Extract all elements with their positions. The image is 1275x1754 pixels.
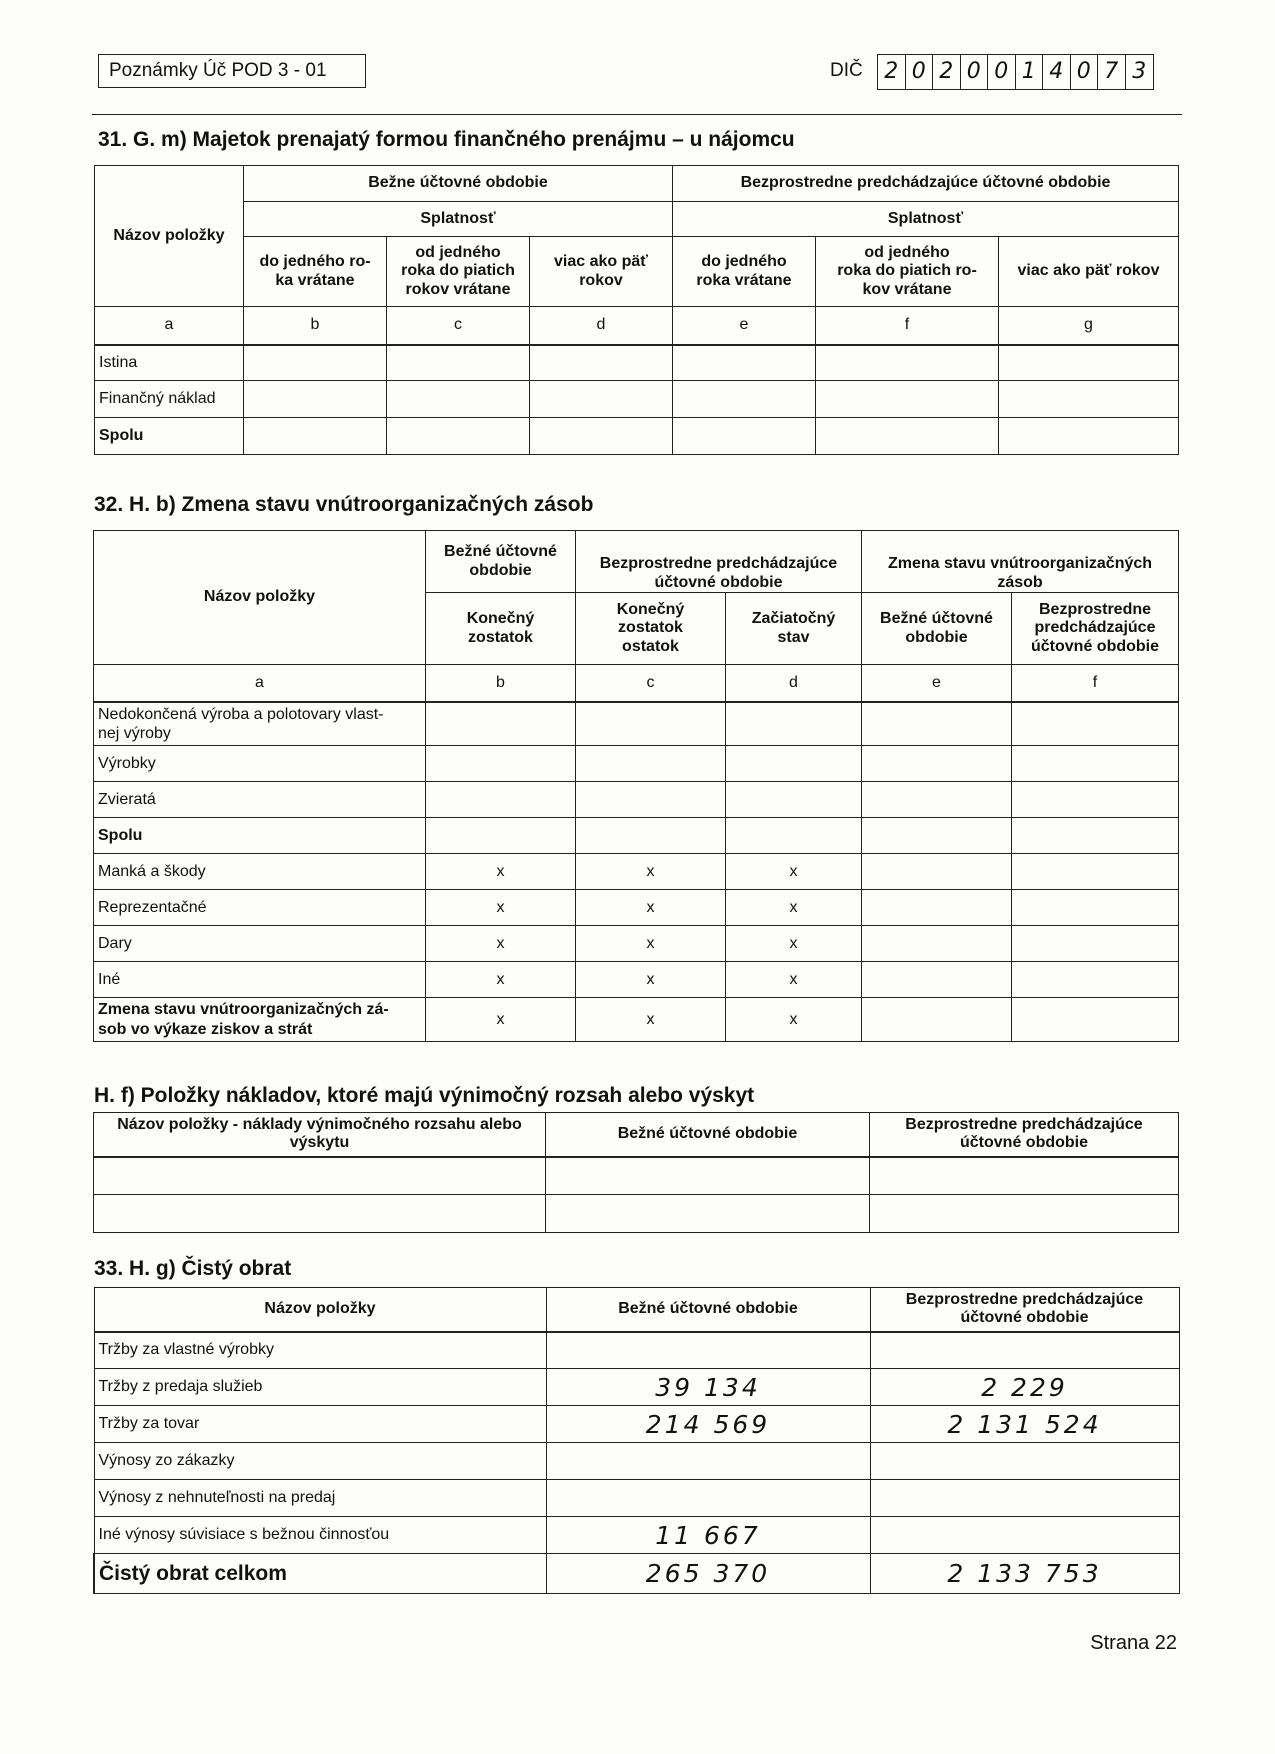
value-cell-current[interactable]: 11 667 [546, 1517, 870, 1554]
table-row [94, 854, 1179, 890]
dic-digit: 3 [1132, 59, 1147, 84]
table-33 [93, 1287, 1180, 1594]
value-cell[interactable] [530, 381, 673, 418]
value-cell[interactable] [816, 418, 999, 455]
table-row [94, 1554, 1179, 1594]
value-cell[interactable]: x [426, 926, 576, 962]
value-cell[interactable] [862, 854, 1012, 890]
value-cell[interactable] [999, 345, 1179, 381]
row-label: Manká a škody [94, 854, 426, 890]
dic-field [877, 54, 1154, 90]
value-cell[interactable] [862, 746, 1012, 782]
header-divider [92, 114, 1182, 115]
letter-cell: g [999, 307, 1179, 345]
table-hf [93, 1112, 1179, 1233]
value-cell[interactable] [426, 782, 576, 818]
page-number: Strana 22 [1090, 1632, 1177, 1654]
row-label: Iné [94, 962, 426, 998]
value-cell[interactable]: x [426, 854, 576, 890]
row-label: Čistý obrat celkom [94, 1554, 546, 1594]
sub-header-b: do jedného ro- ka vrátane [244, 237, 387, 307]
value-cell[interactable] [530, 418, 673, 455]
sub-header-c: od jedného roka do piatich rokov vrátane [387, 237, 530, 307]
section-33-title: 33. H. g) Čistý obrat [94, 1257, 292, 1280]
value-cell-previous[interactable] [870, 1480, 1179, 1517]
change-header: Zmena stavu vnútroorganizačných zásob [862, 531, 1179, 593]
value-cell[interactable]: x [726, 854, 862, 890]
sub-header-c: Konečný zostatok ostatok [576, 593, 726, 665]
row-label: Zvieratá [94, 782, 426, 818]
table-row [94, 818, 1179, 854]
row-label: Dary [94, 926, 426, 962]
row-label: Tržby z predaja služieb [94, 1369, 546, 1406]
col-name-header: Názov položky [94, 1288, 546, 1332]
value-cell-previous[interactable]: 2 133 753 [870, 1554, 1179, 1594]
value-cell[interactable] [1012, 746, 1179, 782]
value-cell-previous[interactable]: 2 131 524 [870, 1406, 1179, 1443]
value-cell[interactable]: x [726, 926, 862, 962]
value-cell-previous[interactable] [870, 1517, 1179, 1554]
value-cell[interactable] [1012, 854, 1179, 890]
value-cell[interactable] [862, 782, 1012, 818]
value-cell[interactable] [576, 702, 726, 746]
value-cell[interactable] [726, 782, 862, 818]
value-cell-current[interactable]: 265 370 [546, 1554, 870, 1594]
dic-digit: 2 [933, 55, 961, 89]
period-previous-header: Bezprostredne predchádzajúce účtovné obdobie [576, 531, 862, 593]
sub-header-d: Začiatočný stav [726, 593, 862, 665]
value-cell[interactable] [999, 418, 1179, 455]
value-cell[interactable] [387, 418, 530, 455]
table-row [94, 702, 1179, 746]
value-cell[interactable] [387, 381, 530, 418]
value-cell[interactable] [862, 998, 1012, 1042]
letter-cell: d [530, 307, 673, 345]
row-label: Istina [95, 345, 244, 381]
dic-digit: 1 [1016, 55, 1044, 89]
row-label: Výnosy z nehnuteľnosti na predaj [94, 1480, 546, 1517]
value-cell[interactable] [862, 962, 1012, 998]
value-cell[interactable] [1012, 702, 1179, 746]
splatnost-header: Splatnosť [244, 202, 673, 237]
value-cell-current[interactable]: 39 134 [546, 1369, 870, 1406]
dic-label: DIČ [830, 60, 863, 81]
table-31 [94, 165, 1179, 455]
col-name-header: Názov položky [95, 166, 244, 307]
value-cell[interactable] [726, 746, 862, 782]
letter-cell: c [576, 665, 726, 702]
section-31-title: 31. G. m) Majetok prenajatý formou finančného prenájmu – u nájomcu [98, 128, 795, 151]
col-current-header: Bežné účtovné obdobie [546, 1113, 870, 1157]
value-cell[interactable] [244, 381, 387, 418]
letter-cell: f [816, 307, 999, 345]
letter-cell: a [94, 665, 426, 702]
value-cell[interactable]: x [576, 854, 726, 890]
value-cell[interactable] [726, 818, 862, 854]
table-32 [93, 530, 1179, 1042]
value-cell[interactable] [1012, 782, 1179, 818]
value-cell[interactable] [862, 926, 1012, 962]
col-previous-header: Bezprostredne predchádzajúce účtovné obdobie [870, 1113, 1179, 1157]
period-current-header: Bežne účtovné obdobie [244, 166, 673, 202]
value-cell[interactable]: x [576, 926, 726, 962]
letter-cell: f [1012, 665, 1179, 702]
sub-header-g: viac ako päť rokov [999, 237, 1179, 307]
value-cell[interactable] [862, 702, 1012, 746]
value-cell[interactable] [387, 345, 530, 381]
value-cell[interactable] [576, 782, 726, 818]
value-cell[interactable] [426, 746, 576, 782]
letter-cell: e [862, 665, 1012, 702]
splatnost-header: Splatnosť [673, 202, 1179, 237]
value-cell[interactable] [673, 345, 816, 381]
table-row [94, 1480, 1179, 1517]
table-row [94, 1157, 1179, 1195]
value-cell-current[interactable] [546, 1480, 870, 1517]
value-cell[interactable]: x [426, 998, 576, 1042]
value-cell[interactable] [1012, 926, 1179, 962]
row-label: Spolu [95, 418, 244, 455]
col-name-header: Názov položky [94, 531, 426, 665]
value-cell[interactable]: x [726, 962, 862, 998]
value-cell[interactable] [546, 1157, 870, 1195]
value-cell[interactable] [244, 345, 387, 381]
section-32-title: 32. H. b) Zmena stavu vnútroorganizačných zásob [94, 493, 594, 516]
value-cell[interactable] [870, 1195, 1179, 1233]
table-row [94, 1406, 1179, 1443]
row-label: Tržby za tovar [94, 1406, 546, 1443]
value-cell[interactable] [94, 1195, 546, 1233]
row-label: Nedokončená výroba a polotovary vlast- nej výroby [94, 702, 426, 746]
row-label: Tržby za vlastné výrobky [94, 1332, 546, 1369]
value-cell[interactable] [530, 345, 673, 381]
table-row [95, 381, 1179, 418]
dic-digit: 7 [1098, 55, 1126, 89]
value-cell[interactable] [673, 418, 816, 455]
value-cell[interactable] [816, 345, 999, 381]
sub-header-f: od jedného roka do piatich ro- kov vrátane [816, 237, 999, 307]
period-current-header: Bežné účtovné obdobie [426, 531, 576, 593]
letter-cell: b [244, 307, 387, 345]
letter-cell: e [673, 307, 816, 345]
table-row [94, 782, 1179, 818]
value-cell[interactable] [816, 381, 999, 418]
value-cell[interactable] [999, 381, 1179, 418]
value-cell[interactable]: x [426, 890, 576, 926]
dic-digit: 4 [1043, 55, 1071, 89]
value-cell[interactable] [862, 890, 1012, 926]
value-cell[interactable] [576, 818, 726, 854]
value-cell-previous[interactable] [870, 1443, 1179, 1480]
col-previous-header: Bezprostredne predchádzajúce účtovné obdobie [870, 1288, 1179, 1332]
value-cell[interactable]: x [726, 890, 862, 926]
table-row [94, 746, 1179, 782]
table-row [94, 1332, 1179, 1369]
period-previous-header: Bezprostredne predchádzajúce účtovné obdobie [673, 166, 1179, 202]
value-cell[interactable] [1012, 962, 1179, 998]
row-label: Iné výnosy súvisiace s bežnou činnosťou [94, 1517, 546, 1554]
value-cell[interactable] [673, 381, 816, 418]
letter-cell: a [95, 307, 244, 345]
value-cell[interactable] [726, 702, 862, 746]
sub-header-b: Konečný zostatok [426, 593, 576, 665]
row-label: Spolu [94, 818, 426, 854]
row-label: Reprezentačné [94, 890, 426, 926]
value-cell[interactable]: x [576, 890, 726, 926]
dic-digit: 2 [878, 55, 906, 89]
form-label: Poznámky Úč POD 3 - 01 [98, 54, 366, 88]
table-row [94, 962, 1179, 998]
value-cell[interactable]: x [576, 998, 726, 1042]
value-cell-previous[interactable] [870, 1332, 1179, 1369]
value-cell[interactable] [1012, 890, 1179, 926]
value-cell[interactable] [862, 818, 1012, 854]
row-label: Zmena stavu vnútroorganizačných zá- sob vo výkaze ziskov a strát [94, 998, 426, 1042]
sub-header-d: viac ako päť rokov [530, 237, 673, 307]
table-row [94, 1369, 1179, 1406]
col-name-header: Názov položky - náklady výnimočného rozsahu alebo výskytu [94, 1113, 546, 1157]
table-row [95, 418, 1179, 455]
dic-digit: 0 [1071, 55, 1099, 89]
table-row [94, 1443, 1179, 1480]
table-row [94, 998, 1179, 1042]
row-label: Finančný náklad [95, 381, 244, 418]
value-cell[interactable] [870, 1157, 1179, 1195]
section-hf-title: H. f) Položky nákladov, ktoré majú výnimočný rozsah alebo výskyt [94, 1084, 755, 1107]
table-row [95, 345, 1179, 381]
dic-digit: 0 [906, 55, 934, 89]
col-current-header: Bežné účtovné obdobie [546, 1288, 870, 1332]
value-cell[interactable]: x [726, 998, 862, 1042]
value-cell[interactable] [1012, 818, 1179, 854]
row-label: Výnosy zo zákazky [94, 1443, 546, 1480]
row-label: Výrobky [94, 746, 426, 782]
letter-cell: b [426, 665, 576, 702]
value-cell-current[interactable]: 214 569 [546, 1406, 870, 1443]
table-row [94, 1517, 1179, 1554]
table-row [94, 890, 1179, 926]
value-cell-current[interactable] [546, 1443, 870, 1480]
value-cell[interactable]: x [426, 962, 576, 998]
sub-header-e: Bežné účtovné obdobie [862, 593, 1012, 665]
letter-cell: d [726, 665, 862, 702]
value-cell[interactable] [1012, 998, 1179, 1042]
sub-header-f: Bezprostredne predchádzajúce účtovné obdobie [1012, 593, 1179, 665]
value-cell[interactable] [426, 702, 576, 746]
table-row [94, 926, 1179, 962]
letter-cell: c [387, 307, 530, 345]
table-row [94, 1195, 1179, 1233]
value-cell[interactable] [244, 418, 387, 455]
value-cell[interactable]: x [576, 962, 726, 998]
value-cell[interactable] [426, 818, 576, 854]
sub-header-e: do jedného roka vrátane [673, 237, 816, 307]
dic-digit: 0 [988, 55, 1016, 89]
value-cell-previous[interactable]: 2 229 [870, 1369, 1179, 1406]
value-cell[interactable] [576, 746, 726, 782]
value-cell[interactable] [546, 1195, 870, 1233]
dic-digit: 0 [961, 55, 989, 89]
value-cell[interactable] [94, 1157, 546, 1195]
value-cell-current[interactable] [546, 1332, 870, 1369]
